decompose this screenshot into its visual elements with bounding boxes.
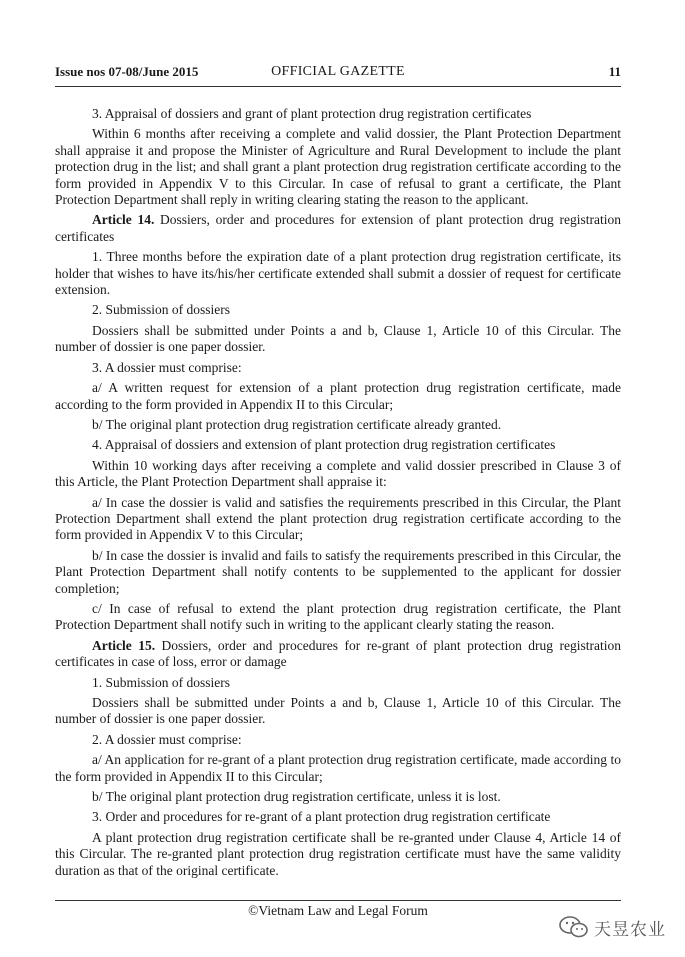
paragraph: 1. Submission of dossiers — [92, 674, 231, 690]
article-14-heading: Article 14. Dossiers, order and procedures for extension of plant protection drug registration certificates — [55, 212, 621, 244]
paragraph: 3. Appraisal of dossiers and grant of plant protection drug registration certificates — [92, 106, 532, 121]
paragraph: Within 6 months after receiving a complete and valid dossier, the Plant Protection Department shall appraise it and propose the Minister of Agriculture and Rural Development to include the plant protection drug in the list; and shall grant a plant protection drug registration certificate according to the form provided in Appendix V to this Circular. In case of refusal to grant a certificate, the Plant Protection Department shall reply in writing clearing stating the reason to the applicant. — [55, 126, 621, 208]
issue-label: Issue nos 07-08/June 2015 — [55, 64, 199, 79]
paragraph: b/ The original plant protection drug registration certificate already granted. — [92, 416, 502, 432]
paragraph: 3. A dossier must comprise: — [92, 359, 242, 375]
wechat-icon — [558, 915, 590, 939]
watermark — [558, 912, 666, 942]
paragraph: a/ A written request for extension of a plant protection drug registration certificate, made according to the form provided in Appendix II to this Circular; — [55, 380, 621, 412]
paragraph: Dossiers shall be submitted under Points a and b, Clause 1, Article 10 of this Circular. The number of dossier is one paper dossier. — [55, 695, 621, 727]
paragraph: Dossiers shall be submitted under Points a and b, Clause 1, Article 10 of this Circular. The number of dossier is one paper dossier. — [55, 322, 621, 355]
paragraph: 4. Appraisal of dossiers and extension of plant protection drug registration certificates — [92, 437, 556, 453]
paragraph: Within 10 working days after receiving a complete and valid dossier prescribed in Clause 3 of this Article, the Plant Protection Department shall appraise it: — [55, 457, 621, 490]
paragraph: b/ The original plant protection drug registration certificate, unless it is lost. — [92, 789, 501, 805]
paragraph: c/ In case of refusal to extend the plant protection drug registration certificate, the Plant Protection Department shall notify such in writing to the applicant clearly stating the reason. — [55, 600, 621, 633]
article-15-heading: Article 15. Dossiers, order and procedures for re-grant of plant protection drug registration certificates in case of loss, error or damage — [55, 637, 621, 670]
paragraph: b/ In case the dossier is invalid and fails to satisfy the requirements prescribed in this Circular, the Plant Protection Department shall notify contents to be supplemented to the applicant for dossier completion; — [55, 547, 621, 596]
gazette-title: OFFICIAL GAZETTE — [271, 64, 405, 79]
footer-divider — [55, 900, 621, 901]
page-header — [55, 64, 621, 87]
paragraph: 3. Order and procedures for re-grant of a plant protection drug registration certificate — [92, 809, 551, 825]
watermark-text: 天昱农业 — [594, 919, 666, 940]
document-body — [55, 106, 621, 883]
paragraph: 2. Submission of dossiers — [92, 302, 231, 318]
paragraph: 1. Three months before the expiration date of a plant protection drug registration certificate, its holder that wishes to have its/his/her certificate extended shall submit a dossier of request for certificate extension. — [55, 249, 621, 298]
paragraph: 2. A dossier must comprise: — [92, 731, 242, 747]
page-number: 11 — [608, 64, 621, 79]
paragraph: A plant protection drug registration certificate shall be re-granted under Clause 4, Article 14 of this Circular. The re-granted plant protection drug registration certificate must have the same validity duration as that of the original certificate. — [55, 829, 621, 878]
paragraph: a/ An application for re-grant of a plant protection drug registration certificate, made according to the form provided in Appendix II to this Circular; — [55, 752, 621, 784]
paragraph: a/ In case the dossier is valid and satisfies the requirements prescribed in this Circular, the Plant Protection Department shall extend the plant protection drug registration certificate according to the form provided in Appendix V to this Circular; — [55, 494, 621, 543]
footer-copyright: ©Vietnam Law and Legal Forum — [248, 903, 428, 918]
